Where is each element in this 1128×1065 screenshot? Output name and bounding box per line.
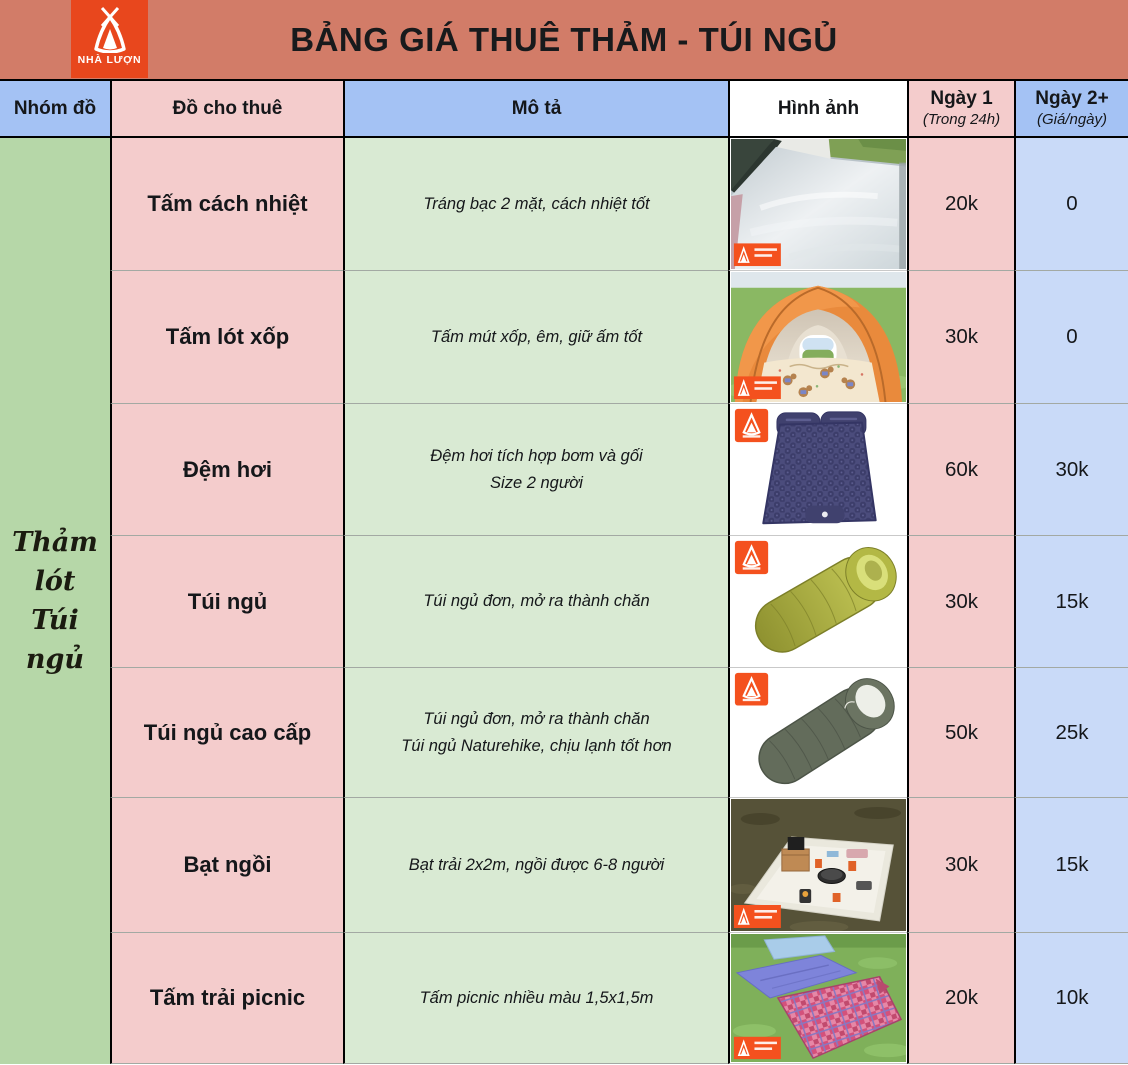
group-label: Thảm lót Túi ngủ	[12, 526, 98, 676]
item-photo-cell	[728, 933, 907, 1064]
day1-note: (Trong 24h)	[922, 111, 1001, 129]
brand-watermark	[734, 376, 781, 399]
item-name-cell	[110, 271, 343, 404]
photo-air-mattress	[731, 405, 906, 534]
brand-watermark	[734, 1037, 781, 1059]
price-day1: 20k	[944, 986, 979, 1009]
price-day2: 10k	[1055, 986, 1089, 1009]
item-name: Túi ngủ	[187, 588, 268, 614]
item-name: Tấm cách nhiệt	[147, 191, 308, 216]
item-description-line1: Tấm picnic nhiều màu 1,5x1,5m	[419, 988, 654, 1007]
price-day2-cell	[1014, 668, 1128, 798]
photo-sitting-tarp	[731, 799, 906, 931]
price-day2: 0	[1066, 192, 1078, 215]
price-day2-cell	[1014, 536, 1128, 668]
item-description-line1: Túi ngủ đơn, mở ra thành chăn	[423, 592, 650, 611]
price-day1-cell	[907, 798, 1014, 933]
item-description-cell	[343, 536, 728, 668]
item-name-cell	[110, 536, 343, 668]
item-description-cell	[343, 798, 728, 933]
brand-watermark	[734, 905, 781, 928]
photo-sleeping-bag	[731, 537, 906, 666]
day2-label: Ngày 2+	[1035, 88, 1109, 110]
brand-watermark	[735, 409, 768, 442]
price-day1: 60k	[944, 457, 979, 481]
column-header-group: Nhóm đồ	[0, 81, 110, 138]
price-day2: 0	[1066, 325, 1078, 348]
day2-note: (Giá/ngày)	[1036, 111, 1108, 129]
item-name-cell	[110, 404, 343, 536]
price-day1: 30k	[944, 325, 979, 348]
price-day2: 30k	[1055, 457, 1089, 481]
price-day1-cell	[907, 933, 1014, 1064]
price-day1: 20k	[944, 192, 979, 215]
item-photo-cell	[728, 404, 907, 536]
item-name-cell	[110, 933, 343, 1064]
price-day1: 50k	[944, 720, 979, 744]
item-photo-cell	[728, 668, 907, 798]
item-name: Bạt ngồi	[183, 852, 272, 877]
price-day2-cell	[1014, 404, 1128, 536]
item-description-cell	[343, 668, 728, 798]
group-cell	[0, 138, 110, 1064]
item-description-line2: Túi ngủ Naturehike, chịu lạnh tốt hơn	[401, 736, 672, 755]
column-header-description: Mô tả	[343, 81, 728, 138]
column-header-image: Hình ảnh	[728, 81, 907, 138]
item-name: Tấm lót xốp	[165, 324, 290, 349]
photo-foam-mat-tent	[731, 272, 906, 402]
item-name-cell	[110, 668, 343, 798]
price-day2: 25k	[1055, 720, 1089, 744]
price-day1-cell	[907, 536, 1014, 668]
price-table	[0, 79, 1128, 1064]
price-day1-cell	[907, 271, 1014, 404]
item-photo-cell	[728, 138, 907, 271]
price-day1: 30k	[944, 589, 979, 613]
item-description-line1: Tấm mút xốp, êm, giữ ấm tốt	[430, 327, 643, 346]
price-day2-cell	[1014, 933, 1128, 1064]
photo-picnic-mat	[731, 934, 906, 1062]
title-bar	[0, 0, 1128, 79]
brand-name: NHÀ LƯỢN	[77, 54, 142, 66]
item-description-cell	[343, 271, 728, 404]
item-name: Túi ngủ cao cấp	[143, 719, 312, 745]
photo-premium-sleeping-bag	[731, 669, 906, 796]
item-description-line1: Tráng bạc 2 mặt, cách nhiệt tốt	[423, 194, 650, 213]
price-day1: 30k	[944, 853, 979, 876]
item-description-cell	[343, 404, 728, 536]
column-header-item: Đồ cho thuê	[110, 81, 343, 138]
brand-logo	[71, 0, 148, 78]
price-day2-cell	[1014, 798, 1128, 933]
item-name: Tấm trải picnic	[149, 985, 306, 1010]
tent-icon	[88, 5, 132, 53]
item-name-cell	[110, 138, 343, 271]
item-description-cell	[343, 138, 728, 271]
photo-insulation-mat	[731, 139, 906, 269]
brand-watermark	[735, 541, 768, 574]
brand-watermark	[734, 243, 781, 266]
price-day2-cell	[1014, 271, 1128, 404]
item-photo-cell	[728, 536, 907, 668]
price-day2: 15k	[1055, 589, 1089, 613]
item-name-cell	[110, 798, 343, 933]
item-photo-cell	[728, 798, 907, 933]
brand-watermark	[735, 673, 768, 706]
price-day1-cell	[907, 404, 1014, 536]
price-day2: 15k	[1055, 853, 1089, 876]
item-description-cell	[343, 933, 728, 1064]
item-photo-cell	[728, 271, 907, 404]
price-day1-cell	[907, 138, 1014, 271]
column-header-day2	[1014, 81, 1128, 138]
item-description-line2: Size 2 người	[490, 473, 583, 492]
price-day2-cell	[1014, 138, 1128, 271]
day1-label: Ngày 1	[930, 88, 993, 110]
column-header-day1	[907, 81, 1014, 138]
item-name: Đệm hơi	[183, 456, 272, 482]
item-description-line1: Bạt trải 2x2m, ngồi được 6-8 người	[408, 855, 665, 874]
item-description-line1: Đệm hơi tích hợp bơm và gối	[430, 447, 643, 466]
item-description-line1: Túi ngủ đơn, mở ra thành chăn	[423, 710, 650, 729]
price-day1-cell	[907, 668, 1014, 798]
page-title: BẢNG GIÁ THUÊ THẢM - TÚI NGỦ	[290, 20, 838, 58]
